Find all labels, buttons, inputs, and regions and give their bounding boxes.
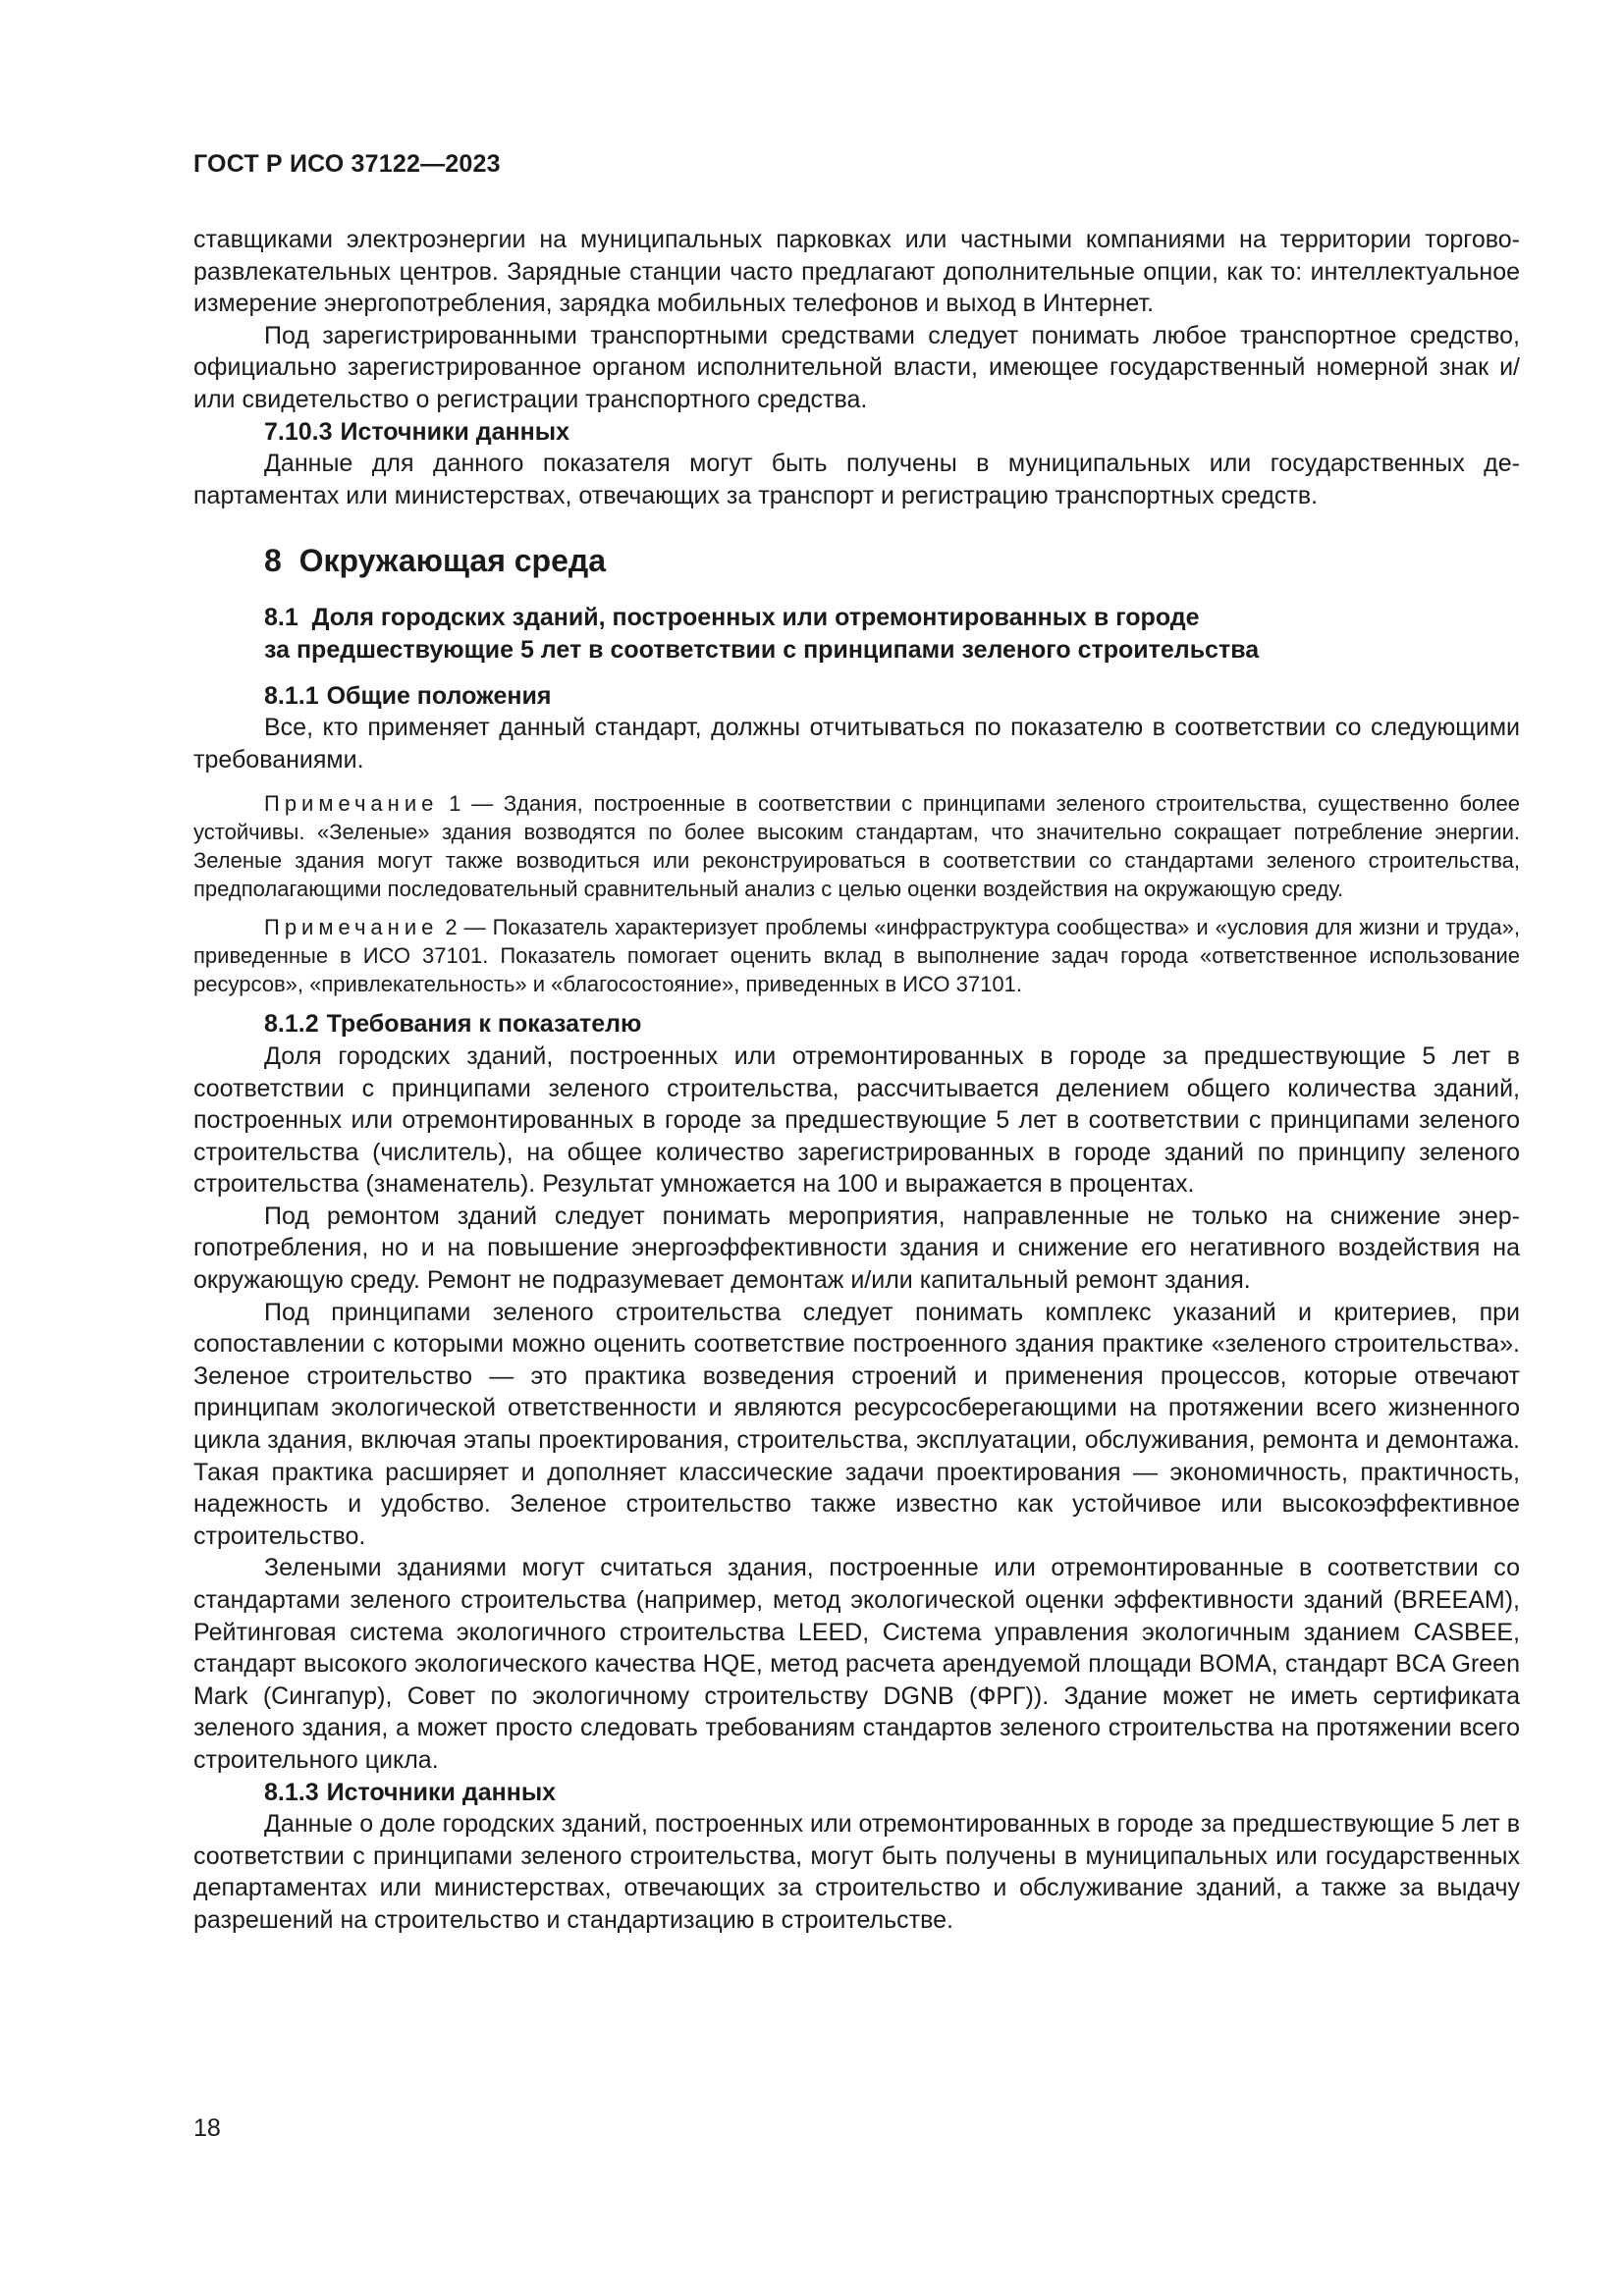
paragraph-8-1-1: Все, кто применяет данный стандарт, должны отчитываться по показателю в соответствии со следующими требованиями. bbox=[193, 714, 1520, 774]
section-title: Окружающая среда bbox=[298, 543, 606, 579]
paragraph-7-10-3: Данные для данного показателя могут быть получены в муниципальных или государственных департаментах или министерствах, отвечающих за транспорт и регистрацию транспортных средств. bbox=[193, 450, 1520, 509]
subsection-title-line2: за предшествующие 5 лет в соответствии с принципами зеленого строительства bbox=[264, 635, 1260, 664]
paragraph-continuation: ставщиками электроэнергии на муниципальных парковках или частными компаниями на территории торгово-развлекательных центров. Зарядные станции часто предлагают дополнительные опции, как то: интеллектуальное измерение энергопотребления, зарядка мобильных телефонов и выход в Интернет. bbox=[193, 226, 1520, 318]
subsection-title-line1: Доля городских зданий, построенных или отремонтированных в городе bbox=[311, 604, 1200, 632]
subsection-title: Источники данных bbox=[340, 417, 569, 446]
note-text: — Здания, построенные в соответствии с принципами зеленого строительства, существенно более устойчивы. «Зеленые» здания возводятся по более высоким стандартам, что значительно сокращает потребление энергии. Зеленые здания могут также возводиться или реконструироваться в соответствии со стандартами зеленого строительства, предполагающими последовательный сравнительный анализ с целью оценки воздействия на окружающую среду. bbox=[193, 791, 1520, 902]
note-number: 1 bbox=[449, 791, 461, 817]
paragraph-registered-vehicles: Под зарегистрированными транспортными средствами следует понимать любое транспортное средство, официально зарегистрированное органом исполнительной власти, имеющее государственный номерной знак и/или свидетельство о регистрации транспортного средства. bbox=[193, 321, 1520, 413]
section-8-heading bbox=[193, 541, 1520, 580]
note-label: Примечание bbox=[264, 791, 439, 817]
note-2 bbox=[193, 913, 1520, 998]
subsection-8-1-3-heading bbox=[193, 1777, 1520, 1809]
paragraph-8-1-2-b: Под ремонтом зданий следует понимать мероприятия, направленные не только на снижение энергопотребления, но и на повышение энергоэффективности здания и снижение его негативного воздействия на окружающую среду. Ремонт не подразумевает демонтаж и/или капитальный ремонт здания. bbox=[193, 1201, 1520, 1295]
note-1 bbox=[193, 789, 1520, 903]
subsection-8-1-1-heading bbox=[193, 680, 1520, 713]
subsection-title: Требования к показателю bbox=[326, 1010, 642, 1039]
subsection-number: 8.1.2 bbox=[264, 1010, 319, 1039]
subsection-number: 7.10.3 bbox=[264, 417, 333, 446]
note-number: 2 bbox=[445, 915, 458, 940]
paragraph-8-1-3: Данные о доле городских зданий, построенных или отремонтированных в городе за предшествующие 5 лет в соответствии с принципами зеленого строительства, могут быть получены в муниципальных или государственных департаментах или министерствах, отвечающих за строительство и обслуживание зданий, а также за выдачу разрешений на строительство и стандартизацию в строительстве. bbox=[193, 1810, 1520, 1934]
subsection-title: Общие положения bbox=[326, 681, 552, 710]
paragraph-8-1-2-d: Зелеными зданиями могут считаться здания, построенные или отремонтированные в соответствии со стандартами зеленого строительства (например, метод экологической оценки эффективности зданий (BREEAM), Рейтинговая система экологичного строительства LEED, Система управления экологичным зданием CASBEE, стандарт высокого экологического качества HQE, метод расчета арендуемой площади BOMA, стандарт BCA Green Mark (Сингапур), Совет по экологичному строительству DGNB (ФРГ)). Здание может не иметь сертификата зеленого здания, а может просто следовать требованиям стандартов зеленого строительства на протяжении всего строительного цикла. bbox=[193, 1554, 1520, 1774]
note-label: Примечание bbox=[264, 915, 439, 940]
document-body bbox=[193, 224, 1520, 1937]
subsection-8-1-2-heading bbox=[193, 1008, 1520, 1041]
note-text: — Показатель характеризует проблемы «инфраструктура сообщества» и «условия для жизни и труда», приведенные в ИСО 37101. Показатель помогает оценить вклад в выполнение задач города «ответственное использование ресурсов», «привлекательность» и «благосостояние», приведенных в ИСО 37101. bbox=[193, 915, 1520, 997]
subsection-number: 8.1 bbox=[264, 604, 298, 632]
section-number: 8 bbox=[264, 543, 282, 579]
page-number: 18 bbox=[193, 2114, 221, 2142]
page-header-title: ГОСТ Р ИСО 37122—2023 bbox=[193, 150, 501, 178]
paragraph-8-1-2-a: Доля городских зданий, построенных или отремонтированных в городе за предшествующие 5 лет в соответствии с принципами зеленого строительства, рассчитывается делением общего количества зданий, построенных или отремонтированных в городе за предшествующие 5 лет в соответствии с принципами зеленого строительства (числитель), на общее количество зарегистрированных в городе зданий по принципу зеленого строительства (знаменатель). Результат умножается на 100 и выражается в процентах. bbox=[193, 1041, 1520, 1199]
subsection-number: 8.1.3 bbox=[264, 1778, 319, 1806]
subsection-title: Источники данных bbox=[326, 1778, 557, 1806]
paragraph-8-1-2-c: Под принципами зеленого строительства следует понимать комплекс указаний и критериев, при сопоставлении с которыми можно оценить соответствие построенного здания практике «зеленого строительства». Зеленое строительство — это практика возведения строений и применения процессов, которые отвечают принципам экологической ответственности и являются ресурсосберегающими на протяжении всего жизненного цикла здания, включая этапы проектирования, строительства, эксплуатации, обслуживания, ремонта и демонтажа. Такая практика расширяет и дополняет классические задачи проектирования — экономичность, практичность, надежность и удобство. Зеленое строительство также известно как устойчивое или высокоэффективное строительство. bbox=[193, 1298, 1520, 1550]
subsection-7-10-3-heading bbox=[193, 416, 1520, 449]
subsection-number: 8.1.1 bbox=[264, 681, 319, 710]
subsection-8-1-heading bbox=[193, 602, 1520, 666]
